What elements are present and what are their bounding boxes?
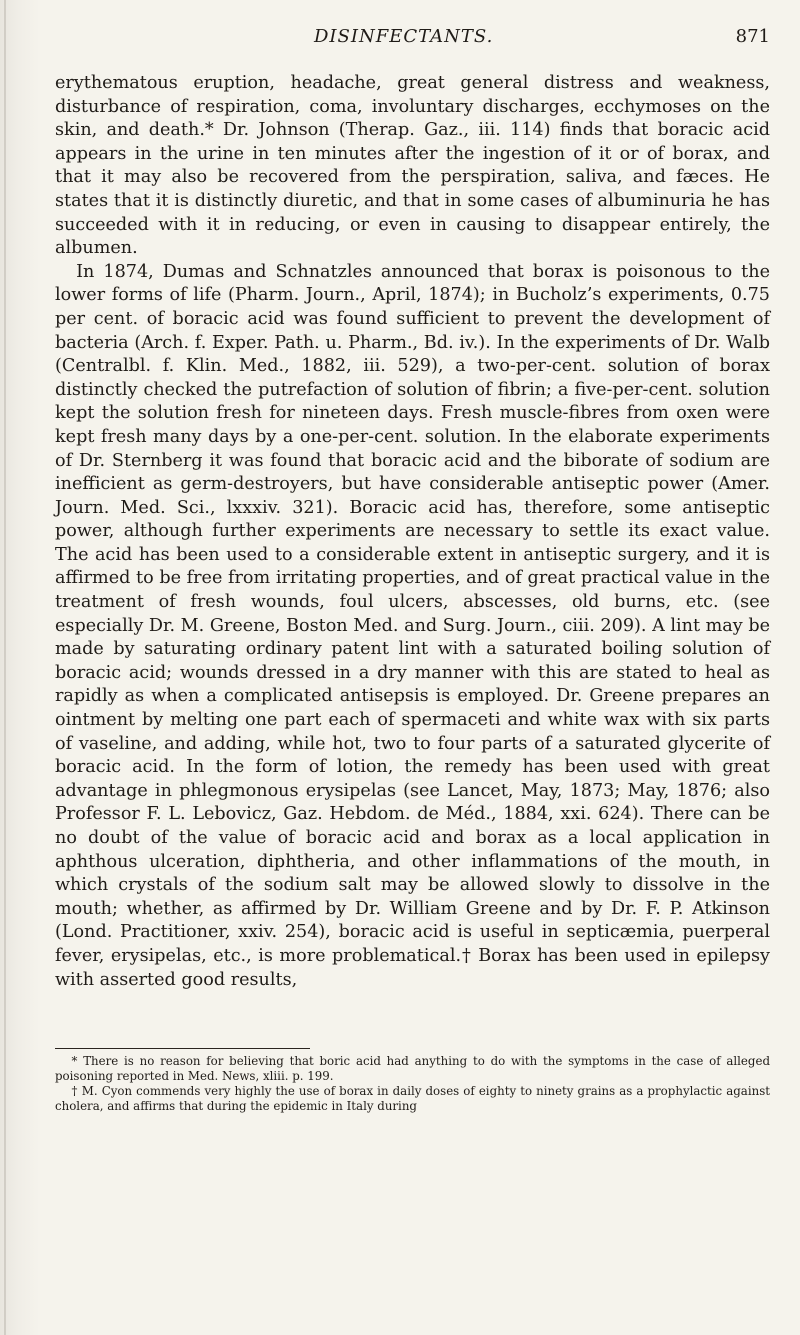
footnote-2: † M. Cyon commends very highly the use of borax in daily doses of eighty to ninety grains as a prophylactic against cholera, and affirms that during the epidemic in Italy during xyxy=(55,1084,770,1113)
main-text xyxy=(55,72,770,992)
running-head xyxy=(0,26,800,56)
page-number: 871 xyxy=(735,26,770,47)
paragraph-2: In 1874, Dumas and Schnatzles announced that borax is poisonous to the lower forms of life (Pharm. Journ., April, 1874); in Bucholz’s experiments, 0.75 per cent. of boracic acid was found sufficient to prevent the development of bacteria (Arch. f. Exper. Path. u. Pharm., Bd. iv.). In the experiments of Dr. Walb (Centralbl. f. Klin. Med., 1882, iii. 529), a two-per-cent. solution of borax distinctly checked the putrefaction of solution of fibrin; a five-per-cent. solution kept the solution fresh for nineteen days. Fresh muscle-fibres from oxen were kept fresh many days by a one-per-cent. solution. In the elaborate experiments of Dr. Sternberg it was found that boracic acid and the biborate of sodium are inefficient as germ-destroyers, but have considerable antiseptic power (Amer. Journ. Med. Sci., lxxxiv. 321). Boracic acid has, therefore, some antiseptic power, although further experiments are necessary to settle its exact value. The acid has been used to a considerable extent in antiseptic surgery, and it is affirmed to be free from irritating properties, and of great practical value in the treatment of fresh wounds, foul ulcers, abscesses, old burns, etc. (see especially Dr. M. Greene, Boston Med. and Surg. Journ., ciii. 209). A lint may be made by saturating ordinary patent lint with a saturated boiling solution of boracic acid; wounds dressed in a dry manner with this are stated to heal as rapidly as when a complicated antisepsis is employed. Dr. Greene prepares an ointment by melting one part each of spermaceti and white wax with six parts of vaseline, and adding, while hot, two to four parts of a saturated glycerite of boracic acid. In the form of lotion, the remedy has been used with great advantage in phlegmonous erysipelas (see Lancet, May, 1873; May, 1876; also Professor F. L. Lebovicz, Gaz. Hebdom. de Méd., 1884, xxi. 624). There can be no doubt of the value of boracic acid and borax as a local application in aphthous ulceration, diphtheria, and other inflammations of the mouth, in which crystals of the sodium salt may be allowed slowly to dissolve in the mouth; whether, as affirmed by Dr. William Greene and by Dr. F. P. Atkinson (Lond. Practitioner, xxiv. 254), boracic acid is useful in septicæmia, puerperal fever, erysipelas, etc., is more problematical.† Borax has been used in epilepsy with asserted good results, xyxy=(55,261,770,990)
footnotes xyxy=(55,1054,770,1114)
running-title: DISINFECTANTS. xyxy=(314,26,494,47)
footnote-1: * There is no reason for believing that boric acid had anything to do with the symptoms in the case of alleged poisoning reported in Med. News, xliii. p. 199. xyxy=(55,1054,770,1083)
footnote-rule xyxy=(55,1048,310,1049)
page-edge-shadow xyxy=(4,0,6,1335)
paragraph-1: erythematous eruption, headache, great general distress and weakness, disturbance of respiration, coma, involuntary discharges, ecchymoses on the skin, and death.* Dr. Johnson (Therap. Gaz., iii. 114) finds that boracic acid appears in the urine in ten minutes after the ingestion of it or of borax, and that it may also be recovered from the perspiration, saliva, and fæces. He states that it is distinctly diuretic, and that in some cases of albuminuria he has succeeded with it in reducing, or even in causing to disappear entirely, the albumen. xyxy=(55,73,770,259)
